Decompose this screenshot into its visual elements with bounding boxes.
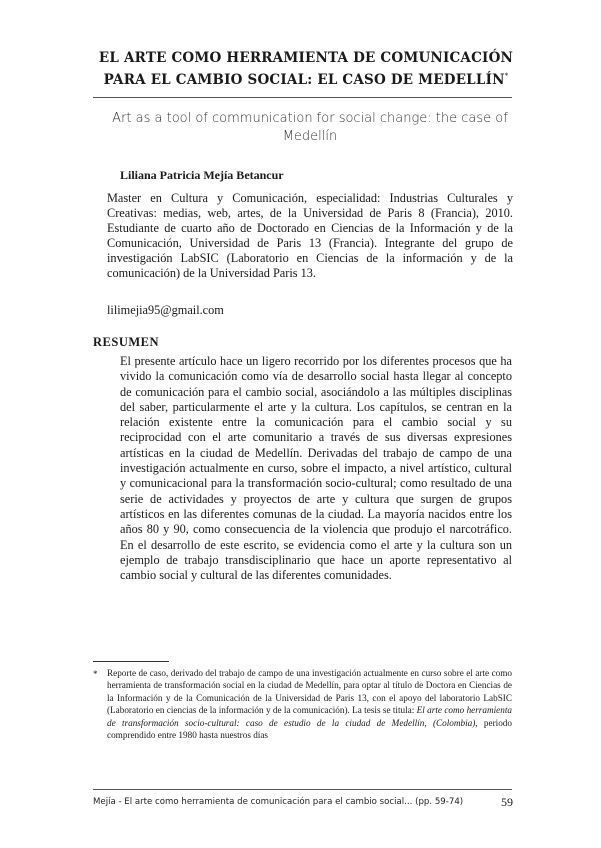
footnote-text-after: periodo comprendido entre 1980 hasta nuestros días	[107, 717, 512, 741]
footnote-text-before: Reporte de caso, derivado del trabajo de campo de una investigación actualmente en curso sobre el arte como herramienta de transformación social en la ciudad de Medellín, para optar al título de Doctora en Ciencias de la Información y de la Comunicación de la Universidad de Paris 13, con el apoyo del laboratorio LabSIC (Laboratorio en ciencias de la información y de la comunicación). La tesis se titula:	[107, 668, 512, 716]
title-line-2-text: PARA EL CAMBIO SOCIAL: EL CASO DE MEDELLÍN	[103, 72, 505, 88]
footnote-marker: *	[93, 669, 98, 679]
abstract-text: El presente artículo hace un ligero recorrido por los diferentes procesos que ha vivido la comunicación como vía de desarrollo social hasta llegar al concepto de comunicación para el cambio social, asociándolo a las múltiples disciplinas del saber, particularmente el arte y la cultura. Los capítulos, se centran en la relación existente entre la comunicación para el cambio social y su reciprocidad con el arte comunitario a través de sus diversas expresiones artísticas en la ciudad de Medellín. Derivadas del trabajo de campo de una investigación actualmente en curso, sobre el impacto, a nivel artístico, cultural y comunicacional para la transformación socio-cultural; como resultado de una serie de actividades y proyectos de arte y cultura que surgen de grupos artísticos en las diferentes comunas de la ciudad. La mayoría nacidos entre los años 80 y 90, como consecuencia de la violencia que produjo el narcotráfico. En el desarrollo de este escrito, se evidencia como el arte y la cultura son un ejemplo de trabajo transdisciplinario que hace un aporte representativo al cambio social y cultural de las diferentes comunidades.	[120, 354, 512, 583]
title-line-2	[88, 67, 524, 89]
footnote-thesis-title: El arte como herramienta de transformación socio-cultural: caso de estudio de la ciudad de Medellín, (Colombia),	[107, 705, 512, 728]
title-footnote-marker[interactable]: *	[504, 72, 509, 80]
footnote-divider	[93, 661, 169, 662]
author-name: Liliana Patricia Mejía Betancur	[120, 168, 284, 182]
running-footer: Mejía - El arte como herramienta de comunicación para el cambio social... (pp. 59-74)	[93, 797, 464, 807]
abstract-heading: RESUMEN	[93, 335, 160, 349]
footer-divider	[93, 789, 512, 790]
english-subtitle: Art as a tool of communication for social change: the case of Medellín	[112, 111, 508, 144]
page-number: 59	[501, 795, 513, 809]
title-line-1: EL ARTE COMO HERRAMIENTA DE COMUNICACIÓN	[98, 50, 514, 66]
author-bio: Master en Cultura y Comunicación, especialidad: Industrias Culturales y Creativas: medias, web, artes, de la Universidad de Paris 8 (Francia), 2010. Estudiante de cuarto año de Doctorado en Ciencias de la Información y de la Comunicación, Universidad de Paris 13 (Francia). Integrante del grupo de investigación LabSIC (Laboratorio en Ciencias de la información y de la comunicación) de la Universidad Paris 13.	[107, 191, 513, 281]
title-divider	[93, 97, 512, 98]
author-email[interactable]: lilimejia95@gmail.com	[107, 303, 224, 317]
article-title	[88, 49, 524, 89]
footnote-text	[107, 667, 512, 741]
